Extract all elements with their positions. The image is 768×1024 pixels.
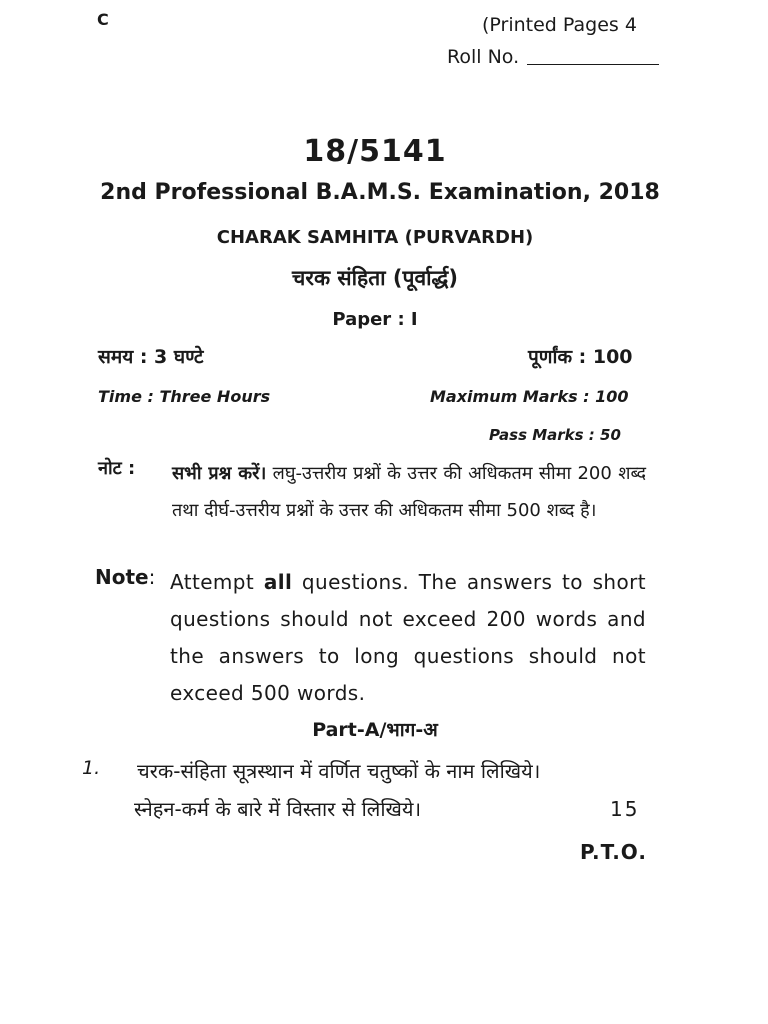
note-english-label-colon: :	[148, 565, 156, 589]
note-hindi-label: नोट :	[98, 458, 136, 479]
note-hindi-body: लघु-उत्तरीय प्रश्नों के उत्तर की अधिकतम सीमा 200 शब्द तथा दीर्घ-उत्तरीय प्रश्नों के उत्तर की अधिकतम सीमा 500 शब्द है।	[172, 463, 646, 521]
max-marks-hindi: पूर्णांक : 100	[528, 346, 633, 368]
question-1-line-2: स्नेहन-कर्म के बारे में विस्तार से लिखिये।	[134, 797, 422, 821]
exam-title: 2nd Professional B.A.M.S. Examination, 2018	[100, 180, 660, 205]
section-heading-part-a: Part-A/भाग-अ	[312, 719, 438, 741]
note-english-text	[170, 564, 646, 712]
series-code: C	[97, 10, 109, 29]
pass-marks: Pass Marks : 50	[489, 426, 621, 444]
time-hindi: समय : 3 घण्टे	[98, 346, 204, 368]
note-english-label	[95, 565, 155, 589]
question-1-line-1: चरक-संहिता सूत्रस्थान में वर्णित चतुष्कों के नाम लिखिये।	[137, 759, 541, 783]
time-english: Time : Three Hours	[98, 387, 271, 406]
note-hindi-text	[172, 455, 646, 529]
note-hindi-bold: सभी प्रश्न करें।	[172, 463, 267, 484]
subject-title-hindi: चरक संहिता (पूर्वार्द्ध)	[292, 266, 458, 290]
note-english-bold: all	[263, 570, 293, 594]
question-1-marks: 15	[610, 797, 640, 821]
subject-title-english: CHARAK SAMHITA (PURVARDH)	[216, 227, 534, 248]
note-english-label-word: Note	[95, 565, 149, 589]
printed-pages: (Printed Pages 4	[482, 14, 637, 36]
note-english-pre: Attempt	[170, 570, 264, 594]
roll-no-label: Roll No.	[447, 46, 520, 68]
note-english-post: questions. The answers to short questions should not exceed 200 words and the answers to long questions should not exceed 500 words.	[170, 570, 646, 705]
roll-no-blank	[527, 64, 659, 65]
paper-number: Paper : I	[332, 309, 418, 330]
question-1-number: 1.	[82, 757, 101, 779]
max-marks-english: Maximum Marks : 100	[430, 387, 629, 406]
paper-code: 18/5141	[303, 134, 447, 169]
please-turn-over: P.T.O.	[580, 840, 647, 864]
